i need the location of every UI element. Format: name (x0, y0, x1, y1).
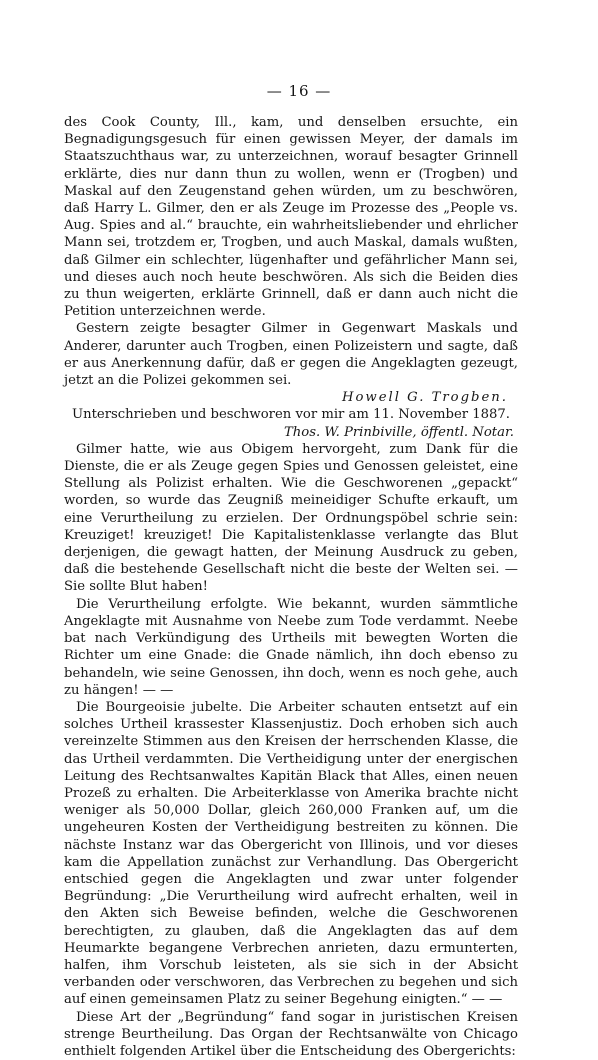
paragraph-gilmer-star: Gestern zeigte besagter Gilmer in Gegenwart Maskals und Anderer, darunter auch Trogben, einen Polizeistern und sagte, daß er aus Anerkennung dafür, daß er gegen die Angeklagten gezeugt, jetzt an die Polizei gekommen sei. (64, 321, 518, 389)
notary-line: Thos. W. Prinbiville, öffentl. Notar. (283, 424, 514, 440)
paragraph-gilmer-police: Gilmer hatte, wie aus Obigem hervorgeht, zum Dank für die Dienste, die er als Zeuge gegen Spies und Genossen geleistet, eine Stellung als Polizist erhalten. Wie die Geschworenen „gepackt“ worden, so wurde das Zeugniß meineidiger Schufte erkauft, um eine Verurtheilung zu erzielen. Der Ordnungspöbel schrie sein: Kreuziget! kreuziget! Die Kapitalistenklasse verlangte das Blut derjenigen, die gewagt hatten, der Meinung Ausdruck zu geben, daß die bestehende Gesellschaft nicht die beste der Welten sei. — Sie sollte Blut haben! (64, 441, 518, 595)
page-number: — 16 — (266, 82, 332, 100)
paragraph-justification: Diese Art der „Begründung“ fand sogar in juristischen Kreisen strenge Beurtheilung. Das Organ der Rechtsanwälte von Chicago enthielt folgenden Artikel über die Entscheidung des Obergerichts: (64, 1009, 518, 1059)
paragraph-continuation: des Cook County, Ill., kam, und denselben ersuchte, ein Begnadigungsgesuch für einen gewissen Meyer, der damals im Staatszuchthaus war, zu unterzeichnen, worauf besagter Grinnell erklärte, dies nur dann thun zu wollen, wenn er (Trogben) und Maskal auf den Zeugenstand gehen würden, um zu beschwören, daß Harry L. Gilmer, den er als Zeuge im Prozesse des „People vs. Aug. Spies and al.“ brauchte, ein wahrheitsliebender und ehrlicher Mann sei, trotzdem er, Trogben, und auch Maskal, damals wußten, daß Gilmer ein schlechter, lügenhafter und gefährlicher Mann sei, und dieses auch noch heute beschwören. Als sich die Beiden dies zu thun weigerten, erklärte Grinnell, daß er dann auch nicht die Petition unterzeichnen werde. (64, 115, 518, 320)
paragraph-bourgeoisie: Die Bourgeoisie jubelte. Die Arbeiter schauten entsetzt auf ein solches Urtheil krassester Klassenjustiz. Doch erhoben sich auch vereinzelte Stimmen aus den Kreisen der herrschenden Klasse, die das Urtheil verdammten. Die Vertheidigung unter der energischen Leitung des Rechtsanwaltes Kapitän Black that Alles, einen neuen Prozeß zu erhalten. Die Arbeiterklasse von Amerika brachte nicht weniger als 50,000 Dollar, gleich 260,000 Franken auf, um die ungeheuren Kosten der Vertheidigung bestreiten zu können. Die nächste Instanz war das Obergericht von Illinois, und vor dieses kam die Appellation zunächst zur Verhandlung. Das Obergericht entschied gegen die Angeklagten und zwar unter folgender Begründung: „Die Verurtheilung wird aufrecht erhalten, weil in den Akten sich Beweise befinden, welche die Geschworenen berechtigten, zu glauben, daß die Angeklagten das auf dem Heumarkte begangene Verbrechen anrieten, dazu ermunterten, halfen, ihm Vorschub leisteten, als sie sich in der Absicht verbanden oder verschworen, das Verbrechen zu begehen und sich auf einen gemeinsamen Platz zu seiner Begehung einigten.“ — — (64, 699, 518, 1008)
paragraph-verdict: Die Verurtheilung erfolgte. Wie bekannt, wurden sämmtliche Angeklagte mit Ausnahme von Neebe zum Tode verdammt. Neebe bat nach Verkündigung des Urtheils mit bewegten Worten die Richter um eine Gnade: die Gnade nämlich, ihn doch ebenso zu behandeln, wie seine Genossen, ihn doch, wenn es noch gehe, auch zu hängen! — — (64, 596, 518, 698)
sworn-line: Unterschrieben und beschworen vor mir am 11. November 1887. (71, 407, 510, 423)
signature: Howell G. Trogben. (341, 390, 508, 406)
page-body (64, 114, 518, 1060)
